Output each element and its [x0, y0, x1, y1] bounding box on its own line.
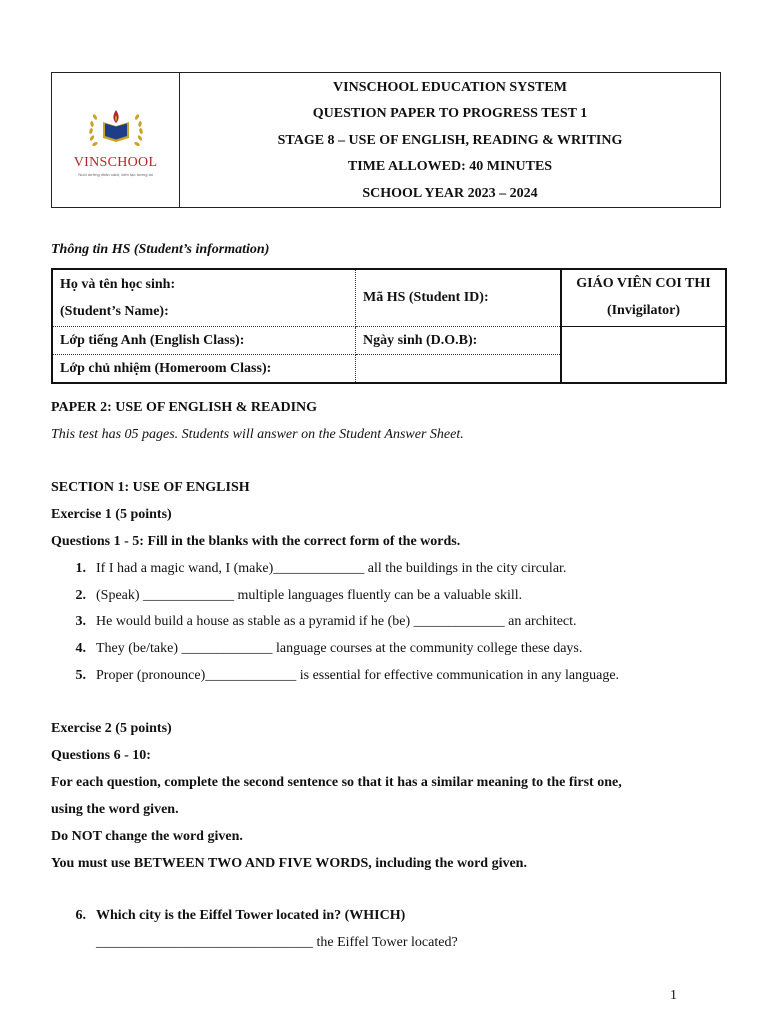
student-info-label: Thông tin HS (Student’s information) [51, 242, 270, 257]
exercise-2-instruction-3: Do NOT change the word given. [51, 829, 243, 844]
question-5-text: Proper (pronounce)_____________ is essential for effective communication in any language. [96, 668, 620, 683]
student-id-label: Mã HS (Student ID): [363, 290, 489, 305]
homeroom-class-field[interactable] [52, 355, 356, 384]
student-name-label-en: (Student’s Name): [60, 304, 169, 319]
dob-label: Ngày sinh (D.O.B): [363, 332, 478, 348]
paper-note: This test has 05 pages. Students will answer on the Student Answer Sheet. [51, 427, 464, 442]
question-3-number: 3. [75, 614, 86, 629]
english-class-field[interactable] [52, 327, 356, 355]
page-number: 1 [670, 988, 677, 1003]
student-name-field[interactable] [52, 269, 356, 327]
section-1-title: SECTION 1: USE OF ENGLISH [51, 480, 250, 495]
exercise-1-title: Exercise 1 (5 points) [51, 507, 172, 522]
header-line-system: VINSCHOOL EDUCATION SYSTEM [333, 79, 567, 95]
header-box [51, 72, 721, 208]
logo-emblem-icon [81, 104, 151, 154]
invigilator-signature-box[interactable] [561, 327, 726, 384]
header-line-stage: STAGE 8 – USE OF ENGLISH, READING & WRITING [277, 132, 623, 148]
question-4-text: They (be/take) _____________ language courses at the community college these days. [96, 641, 583, 656]
question-5-number: 5. [75, 668, 86, 683]
question-1-text: If I had a magic wand, I (make)_____________ all the buildings in the city circular. [96, 561, 567, 576]
dob-field[interactable] [356, 327, 562, 355]
english-class-label: Lớp tiếng Anh (English Class): [60, 332, 245, 348]
header-line-year: SCHOOL YEAR 2023 – 2024 [362, 185, 538, 201]
vinschool-logo [52, 73, 180, 207]
exercise-2-instruction-2: using the word given. [51, 802, 179, 817]
question-1-number: 1. [75, 561, 86, 576]
question-6-answer-line: _______________________________ the Eiffel Tower located? [96, 935, 458, 950]
exercise-2-questions-label: Questions 6 - 10: [51, 748, 151, 763]
invigilator-header [561, 269, 726, 327]
header-titles [180, 73, 720, 207]
empty-cell [356, 355, 562, 384]
header-line-time: TIME ALLOWED: 40 MINUTES [347, 159, 553, 175]
header-line-paper: QUESTION PAPER TO PROGRESS TEST 1 [312, 106, 588, 122]
logo-slogan: Nuôi dưỡng nhân cách, kiến tạo tương lai [78, 171, 153, 177]
student-name-label-vi: Họ và tên học sinh: [60, 277, 176, 292]
invigilator-label-en: (Invigilator) [606, 303, 681, 318]
question-2-number: 2. [75, 588, 86, 603]
student-info-table [51, 268, 727, 384]
exercise-2-instruction-1: For each question, complete the second sentence so that it has a similar meaning to the first one, [51, 775, 622, 790]
question-6-text: Which city is the Eiffel Tower located in? (WHICH) [96, 908, 406, 923]
student-id-field[interactable] [356, 269, 562, 327]
exercise-2-title: Exercise 2 (5 points) [51, 721, 172, 736]
question-4-number: 4. [75, 641, 86, 656]
homeroom-class-label: Lớp chủ nhiệm (Homeroom Class): [60, 360, 272, 376]
exercise-1-instruction: Questions 1 - 5: Fill in the blanks with the correct form of the words. [51, 534, 461, 549]
paper-title: PAPER 2: USE OF ENGLISH & READING [51, 400, 318, 415]
logo-wordmark: VINSCHOOL [73, 154, 158, 170]
question-3-text: He would build a house as stable as a pyramid if he (be) _____________ an architect. [96, 614, 577, 629]
question-6-number: 6. [75, 908, 86, 923]
invigilator-label-vi: GIÁO VIÊN COI THI [576, 276, 711, 291]
exercise-2-instruction-4: You must use BETWEEN TWO AND FIVE WORDS, including the word given. [51, 856, 527, 871]
question-2-text: (Speak) _____________ multiple languages fluently can be a valuable skill. [96, 588, 523, 603]
